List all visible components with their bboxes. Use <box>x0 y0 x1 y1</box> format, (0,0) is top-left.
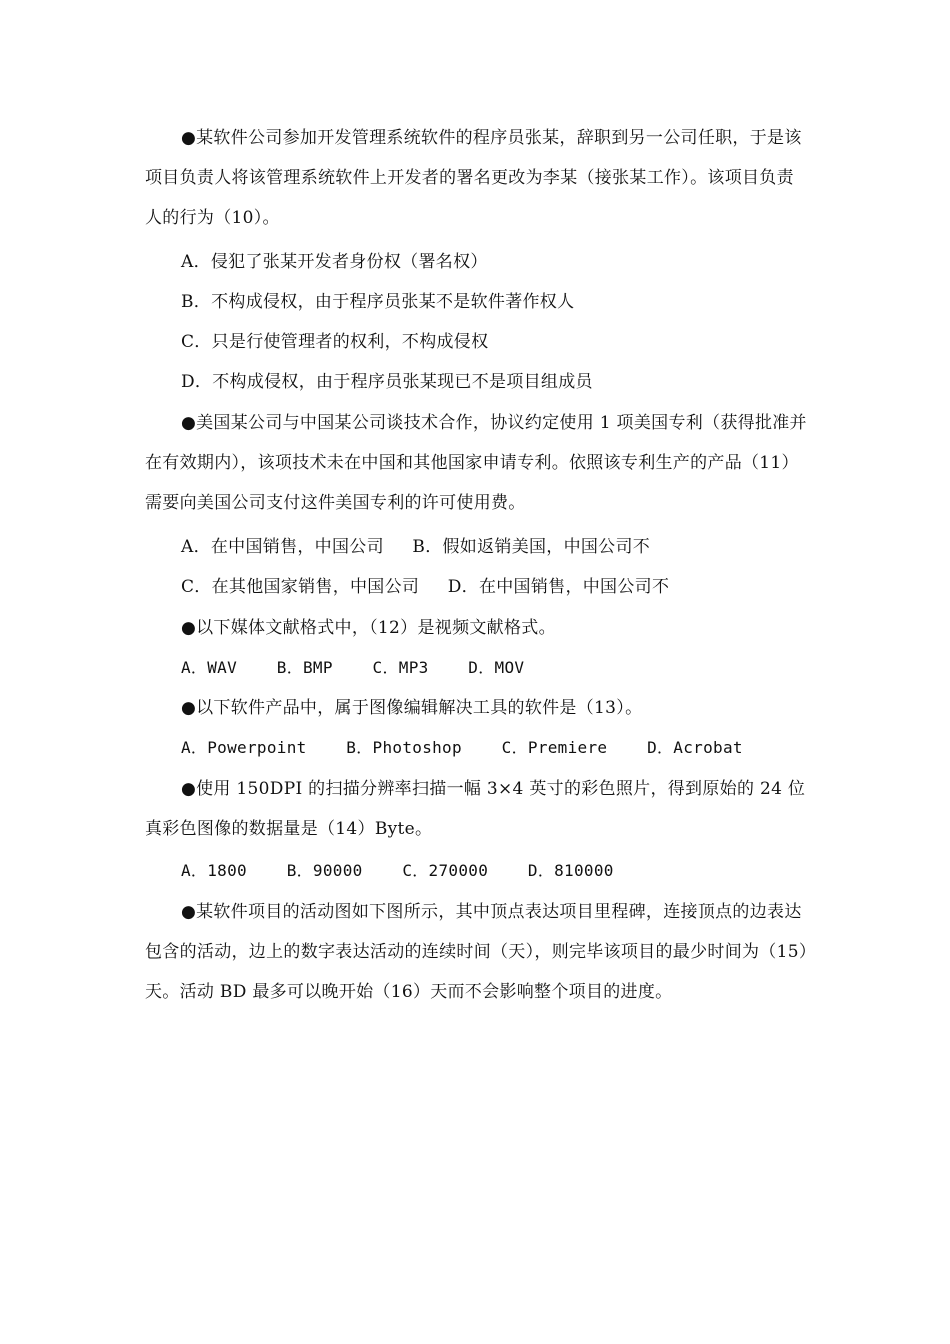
question-15-stem: ●某软件项目的活动图如下图所示，其中顶点表达项目里程碑，连接顶点的边表达包含的活动，边上的数字表达活动的连续时间（天），则完毕该项目的最少时间为（15）天。活动 BD 最多可以晚开始（16）天而不会影响整个项目的进度。 <box>145 902 808 1002</box>
question-10-option-a: A．侵犯了张某开发者身份权（署名权） <box>181 252 488 272</box>
question-10-option-b: B．不构成侵权，由于程序员张某不是软件著作权人 <box>181 292 575 312</box>
question-11-options-ab: A．在中国销售，中国公司 B．假如返销美国，中国公司不 <box>181 537 651 557</box>
question-12-options: A．WAV B．BMP C．MP3 D．MOV <box>181 658 525 677</box>
question-13-options: A．Powerpoint B．Photoshop C．Premiere D．Acrobat <box>181 738 743 757</box>
question-10-option-c: C．只是行使管理者的权利，不构成侵权 <box>181 332 489 352</box>
question-10-option-d: D．不构成侵权，由于程序员张某现已不是项目组成员 <box>181 372 593 392</box>
question-14-options: A．1800 B．90000 C．270000 D．810000 <box>181 861 614 880</box>
question-11-stem: ●美国某公司与中国某公司谈技术合作，协议约定使用 1 项美国专利（获得批准并在有效期内），该项技术未在中国和其他国家申请专利。依照该专利生产的产品（11）需要向美国公司支付这件美国专利的许可使用费。 <box>145 413 807 513</box>
question-11-options-cd: C．在其他国家销售，中国公司 D．在中国销售，中国公司不 <box>181 577 670 597</box>
question-10-stem: ●某软件公司参加开发管理系统软件的程序员张某，辞职到另一公司任职，于是该项目负责人将该管理系统软件上开发者的署名更改为李某（接张某工作）。该项目负责人的行为（10）。 <box>145 128 802 228</box>
question-12-stem: ●以下媒体文献格式中，（12）是视频文献格式。 <box>181 618 556 638</box>
question-13-stem: ●以下软件产品中，属于图像编辑解决工具的软件是（13）。 <box>181 698 643 718</box>
question-14-stem: ●使用 150DPI 的扫描分辨率扫描一幅 3×4 英寸的彩色照片，得到原始的 24 位真彩色图像的数据量是（14）Byte。 <box>145 779 806 839</box>
